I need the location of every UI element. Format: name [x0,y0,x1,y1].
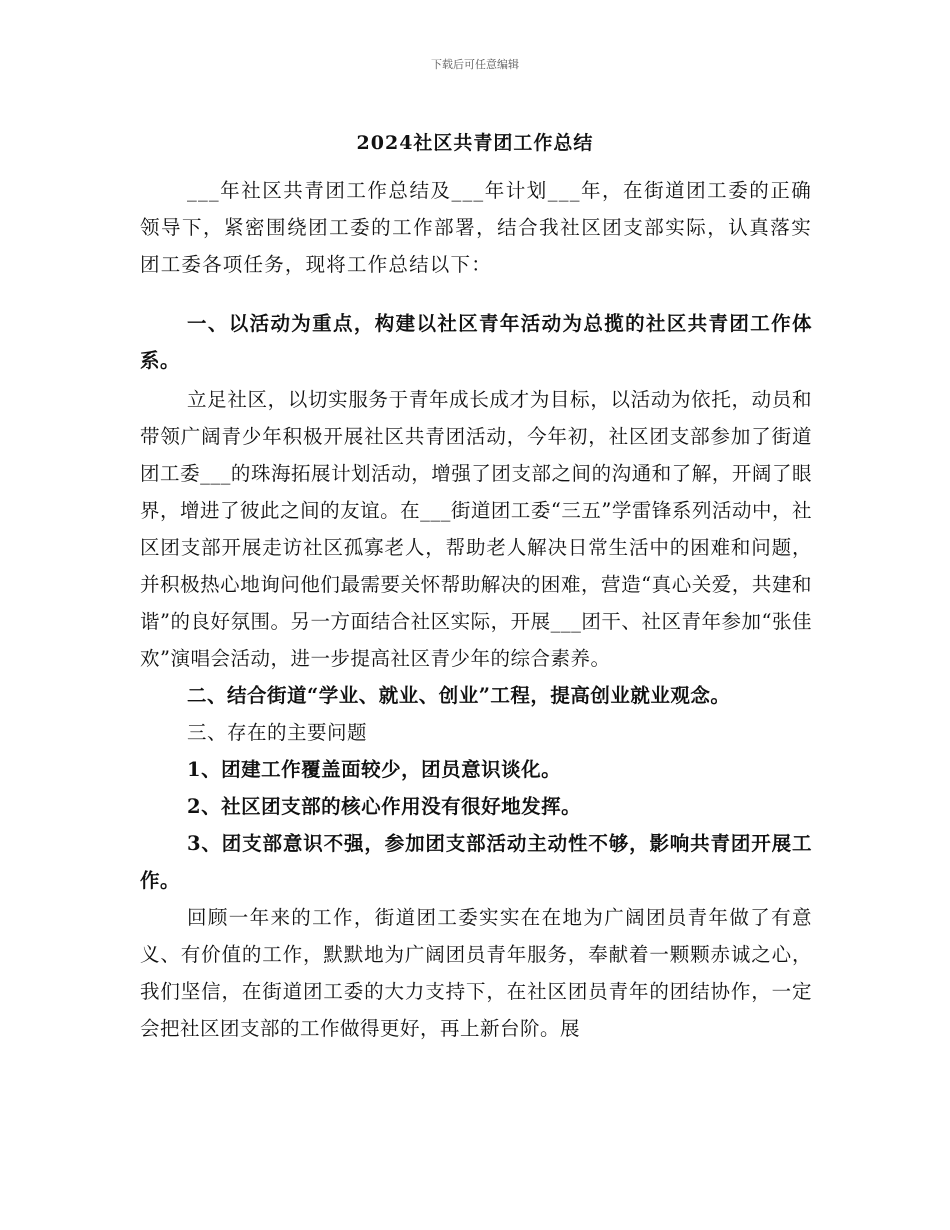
problem-item-2: 2、社区团支部的核心作用没有很好地发挥。 [187,795,582,818]
problem-item-3: 3、团支部意识不强，参加团支部活动主动性不够，影响共青团开展工作。 [140,832,812,892]
document-body [140,172,812,1047]
paragraph-intro: ___年社区共青团工作总结及___年计划___年，在街道团工委的正确领导下，紧密围绕团工委的工作部署，结合我社区团支部实际，认真落实团工委各项任务，现将工作总结以下： [140,179,812,276]
document-title: 2024社区共青团工作总结 [356,132,594,154]
header-note: 下载后可任意编辑 [431,58,519,71]
section-heading-3: 三、存在的主要问题 [187,721,368,744]
section-heading-2: 二、结合街道“学业、就业、创业”工程，提高创业就业观念。 [187,684,731,707]
section-heading-1: 一、以活动为重点，构建以社区青年活动为总揽的社区共青团工作体系。 [140,312,812,372]
paragraph-review: 回顾一年来的工作，街道团工委实实在在地为广阔团员青年做了有意义、有价值的工作，默默地为广阔团员青年服务，奉献着一颗颗赤诚之心，我们坚信，在街道团工委的大力支持下，在社区团员青年的团结协作，一定会把社区团支部的工作做得更好，再上新台阶。展 [140,906,812,1040]
problem-item-1: 1、团建工作覆盖面较少，团员意识谈化。 [187,758,562,781]
paragraph-activities: 立足社区，以切实服务于青年成长成才为目标，以活动为依托，动员和带领广阔青少年积极开展社区共青团活动，今年初，社区团支部参加了街道团工委___的珠海拓展计划活动，增强了团支部之间的沟通和了解，开阔了眼界，增进了彼此之间的友谊。在___街道团工委“三五”学雷锋系列活动中，社区团支部开展走访社区孤寡老人，帮助老人解决日常生活中的困难和问题，并积极热心地询问他们最需要关怀帮助解决的困难，营造“真心关爱，共建和谐”的良好氛围。另一方面结合社区实际，开展___团干、社区青年参加“张佳欢”演唱会活动，进一步提高社区青少年的综合素养。 [140,388,812,670]
